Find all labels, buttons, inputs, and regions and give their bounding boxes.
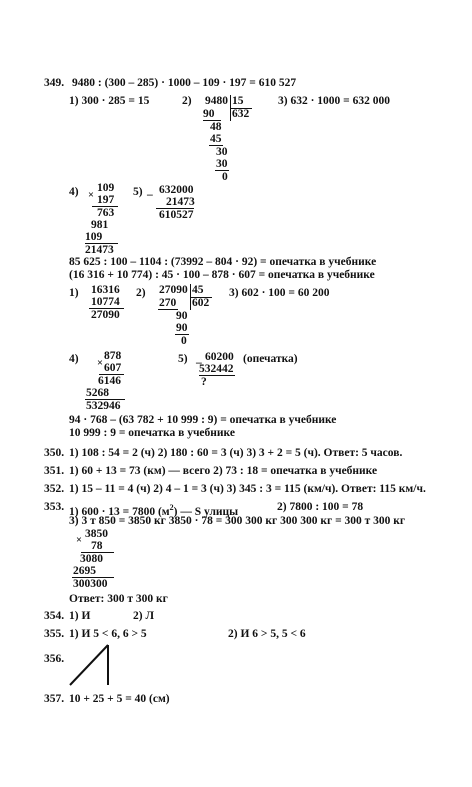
expression-349-c: 94 · 768 – (63 782 + 10 999 : 9) = опечатка в учебнике — [69, 414, 337, 426]
step-349-2-label: 2) — [182, 95, 192, 107]
solution-355-b: 2) И 6 > 5, 5 < 6 — [228, 628, 306, 640]
step-349-1: 1) 300 · 285 = 15 — [69, 95, 150, 107]
step-349-b5-label: 5) — [178, 353, 188, 365]
equation-349: 9480 : (300 – 285) · 1000 – 109 · 197 = 610 527 — [72, 77, 297, 89]
step-349-5-label: 5) — [133, 186, 143, 198]
problem-number-356: 356. — [44, 653, 65, 665]
solution-354-a: 1) И — [69, 610, 91, 622]
solution-353-line2: 3) 3 т 850 = 3850 кг 3850 · 78 = 300 300 кг 300 300 кг = 300 т 300 кг — [69, 515, 406, 527]
problem-number-352: 352. — [44, 483, 65, 495]
problem-number-354: 354. — [44, 610, 65, 622]
problem-number-355: 355. — [44, 628, 65, 640]
solution-352: 1) 15 – 11 = 4 (ч) 2) 4 – 1 = 3 (ч) 3) 345 : 3 = 115 (км/ч). Ответ: 115 км/ч. — [69, 483, 426, 495]
solution-351: 1) 60 + 13 = 73 (км) — всего 2) 73 : 18 = опечатка в учебнике — [69, 465, 378, 477]
problem-number-353: 353. — [44, 501, 65, 513]
solution-354-b: 2) Л — [133, 610, 155, 622]
step-349-b3: 3) 602 · 100 = 60 200 — [229, 287, 330, 299]
solution-353-line1: 1) 600 · 13 = 7800 $(м^2)$ — S улицы — [69, 503, 239, 518]
typo-note: (опечатка) — [243, 353, 298, 365]
problem-number-351: 351. — [44, 465, 65, 477]
solution-357: 10 + 25 + 5 = 40 (см) — [69, 693, 170, 705]
expression-349-b: (16 316 + 10 774) : 45 · 100 – 878 · 607 = опечатка в учебнике — [69, 269, 375, 281]
step-349-b4-label: 4) — [69, 353, 79, 365]
problem-number-357: 357. — [44, 693, 65, 705]
solution-355-a: 1) И 5 < 6, 6 > 5 — [69, 628, 147, 640]
step-349-3: 3) 632 · 1000 = 632 000 — [278, 95, 390, 107]
solution-350: 1) 108 : 54 = 2 (ч) 2) 180 : 60 = 3 (ч) 3) 3 + 2 = 5 (ч). Ответ: 5 часов. — [69, 447, 403, 459]
angle-drawing — [68, 643, 118, 688]
step-349-4-label: 4) — [69, 186, 79, 198]
problem-number-350: 350. — [44, 447, 65, 459]
step-349-b2-label: 2) — [136, 287, 146, 299]
step-349-b1-label: 1) — [69, 287, 79, 299]
answer-353: Ответ: 300 т 300 кг — [69, 593, 168, 605]
solution-353-step2: 2) 7800 : 100 = 78 — [277, 501, 364, 513]
expression-349-d: 10 999 : 9 = опечатка в учебнике — [69, 427, 235, 439]
problem-number-349: 349. — [44, 77, 65, 89]
expression-349-a: 85 625 : 100 – 1104 : (73992 – 804 · 92) = опечатка в учебнике — [69, 256, 377, 268]
